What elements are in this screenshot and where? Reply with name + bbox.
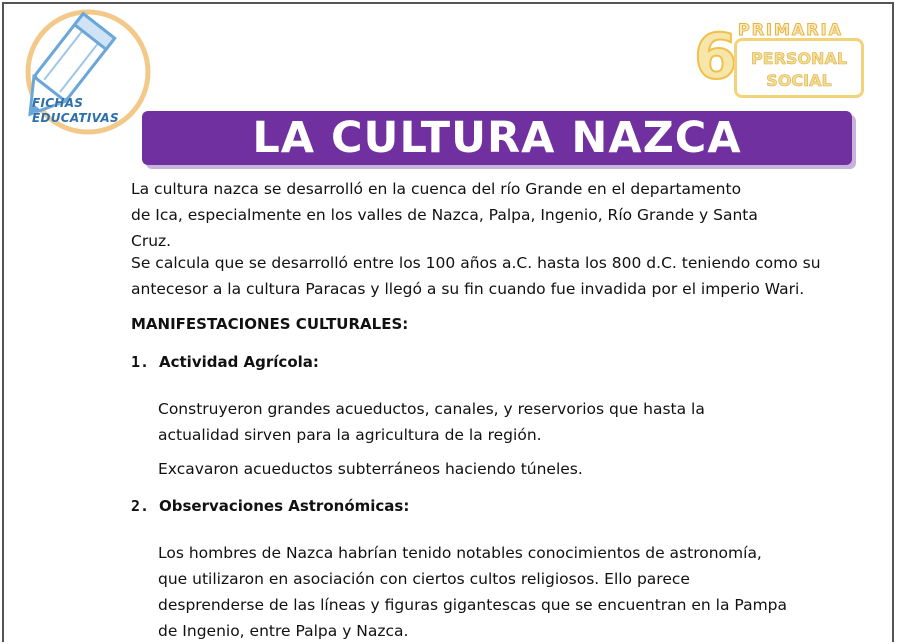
subject-box <box>734 38 864 98</box>
subject-line1: PERSONAL <box>750 49 848 68</box>
text-line: Cruz. <box>131 232 172 250</box>
text-line: de Ingenio, entre Palpa y Nazca. <box>158 622 409 640</box>
item-title: Observaciones Astronómicas: <box>159 497 410 515</box>
item-heading <box>131 353 319 371</box>
item-paragraph <box>158 540 787 644</box>
page-title: LA CULTURA NAZCA <box>252 113 742 163</box>
item-number: 1. <box>131 353 150 371</box>
text-line: Los hombres de Nazca habrían tenido notables conocimientos de astronomía, <box>158 544 762 562</box>
text-line: desprenderse de las líneas y figuras gigantescas que se encuentran en la Pampa <box>158 596 787 614</box>
item-paragraph <box>158 456 583 482</box>
intro-paragraph-1 <box>131 176 758 254</box>
item-heading <box>131 497 409 515</box>
text-line: Construyeron grandes acueductos, canales, y reservorios que hasta la <box>158 400 705 418</box>
text-line: de Ica, especialmente en los valles de Nazca, Palpa, Ingenio, Río Grande y Santa <box>131 206 758 224</box>
grade-number: 6 <box>694 20 738 93</box>
logo-line2: EDUCATIVAS <box>32 111 119 125</box>
text-line: La cultura nazca se desarrolló en la cuenca del río Grande en el departamento <box>131 180 742 198</box>
logo-line1: FICHAS <box>32 96 84 110</box>
item-number: 2. <box>131 497 150 515</box>
grade-subject-badge <box>690 18 880 110</box>
item-paragraph <box>158 396 705 448</box>
text-line: que utilizaron en asociación con ciertos cultos religiosos. Ello parece <box>158 570 690 588</box>
subject-line2: SOCIAL <box>766 71 832 90</box>
section-heading: MANIFESTACIONES CULTURALES: <box>131 315 409 333</box>
text-line: Excavaron acueductos subterráneos haciendo túneles. <box>158 460 583 478</box>
title-banner <box>142 111 852 165</box>
text-line: Se calcula que se desarrolló entre los 100 años a.C. hasta los 800 d.C. teniendo como su <box>131 254 821 272</box>
level-label: PRIMARIA <box>738 20 843 39</box>
intro-paragraph-2 <box>131 250 821 302</box>
text-line: antecesor a la cultura Paracas y llegó a su fin cuando fue invadida por el imperio Wari. <box>131 280 805 298</box>
item-title: Actividad Agrícola: <box>159 353 319 371</box>
text-line: actualidad sirven para la agricultura de la región. <box>158 426 542 444</box>
